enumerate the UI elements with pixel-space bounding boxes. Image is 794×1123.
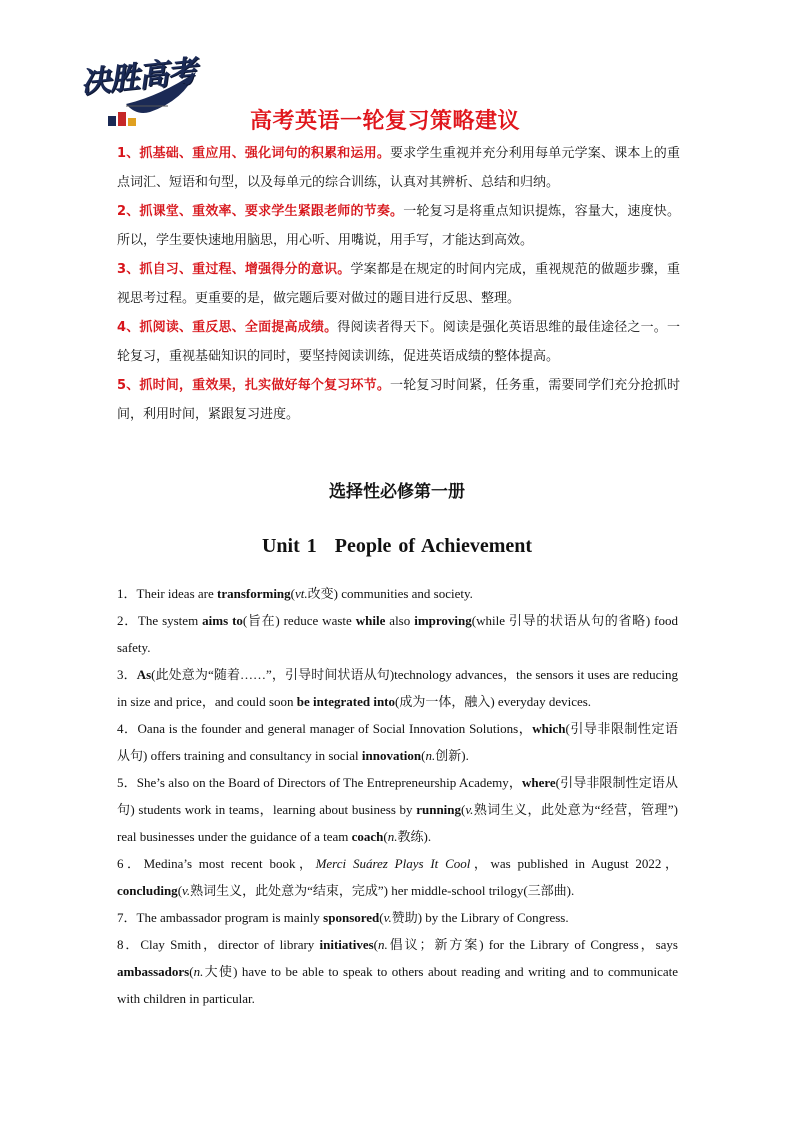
tip-body: 一轮复习是将重点知识提炼，容量大，速度快。所以，学生要快速地用脑思，用心听、用嘴说，用手写，才能达到高效。 (117, 204, 680, 248)
sentence-5: 5．She’s also on the Board of Directors of The Entrepreneurship Academy，where(引导非限制性定语从句) students work in teams，learning about business by running(v.熟词生义，此处意为“经营，管理”) real businesses under the guidance of a team coach(n.教练). (117, 775, 678, 844)
tip-heading: 5、抓时间，重效果，扎实做好每个复习环节。 (117, 378, 391, 393)
sentence-2: 2．The system aims to(旨在) reduce waste while also improving(while 引导的状语从句的省略) food safety. (117, 613, 678, 655)
tip-1 (117, 139, 680, 197)
sentence-8: 8．Clay Smith，director of library initiatives(n.倡议；新方案) for the Library of Congress，says ambassadors(n.大使) have to be able to speak to others about reading and writing and to communicate with children in particular. (117, 937, 678, 1006)
tip-body: 得阅读者得天下。阅读是强化英语思维的最佳途径之一。一轮复习，重视基础知识的同时，要坚持阅读训练，促进英语成绩的整体提高。 (117, 320, 680, 364)
tip-body: 一轮复习时间紧，任务重，需要同学们充分抢抓时间，利用时间，紧跟复习进度。 (117, 378, 680, 422)
strategy-tips (117, 139, 680, 429)
unit-heading (0, 535, 794, 558)
unit-number: Unit 1 (261, 535, 317, 557)
sentence-6: 6．Medina’s most recent book，Merci Suárez Plays It Cool，was published in August 2022，concluding(v.熟词生义，此处意为“结束，完成”) her middle-school trilogy(三部曲). (117, 856, 678, 898)
page-title: 高考英语一轮复习策略建议 (250, 109, 521, 134)
tip-5 (117, 371, 680, 429)
sentence-3: 3．As(此处意为“随着……”，引导时间状语从句)technology advances，the sensors it uses are reducing in size and price，and could soon be integrated into(成为一体，融入) everyday devices. (117, 667, 678, 709)
unit-name: People of Achievement (334, 535, 533, 557)
sentence-7: 7．The ambassador program is mainly sponsored(v.赞助) by the Library of Congress. (117, 910, 569, 925)
sentence-1: 1．Their ideas are transforming(vt.改变) communities and society. (117, 586, 473, 601)
tip-heading: 2、抓课堂、重效率、要求学生紧跟老师的节奏。 (117, 204, 404, 219)
tip-heading: 4、抓阅读、重反思、全面提高成绩。 (117, 320, 338, 335)
tip-2 (117, 197, 680, 255)
logo-text: 决胜高考 (78, 54, 198, 101)
brand-logo (80, 52, 202, 136)
tip-heading: 3、抓自习、重过程、增强得分的意识。 (117, 262, 351, 277)
tip-heading: 1、抓基础、重应用、强化词句的积累和运用。 (117, 146, 391, 161)
tip-body: 学案都是在规定的时间内完成，重视规范的做题步骤，重视思考过程。更重要的是，做完题后要对做过的题目进行反思、整理。 (117, 262, 680, 306)
sentence-4: 4．Oana is the founder and general manager of Social Innovation Solutions，which(引导非限制性定语从句) offers training and consultancy in social innovation(n.创新). (117, 721, 678, 763)
tip-body: 要求学生重视并充分利用每单元学案、课本上的重点词汇、短语和句型，以及每单元的综合训练，认真对其辨析、总结和归纳。 (117, 146, 680, 190)
tip-4 (117, 313, 680, 371)
tip-3 (117, 255, 680, 313)
section-title: 选择性必修第一册 (329, 482, 465, 502)
sentence-list (117, 580, 678, 1012)
